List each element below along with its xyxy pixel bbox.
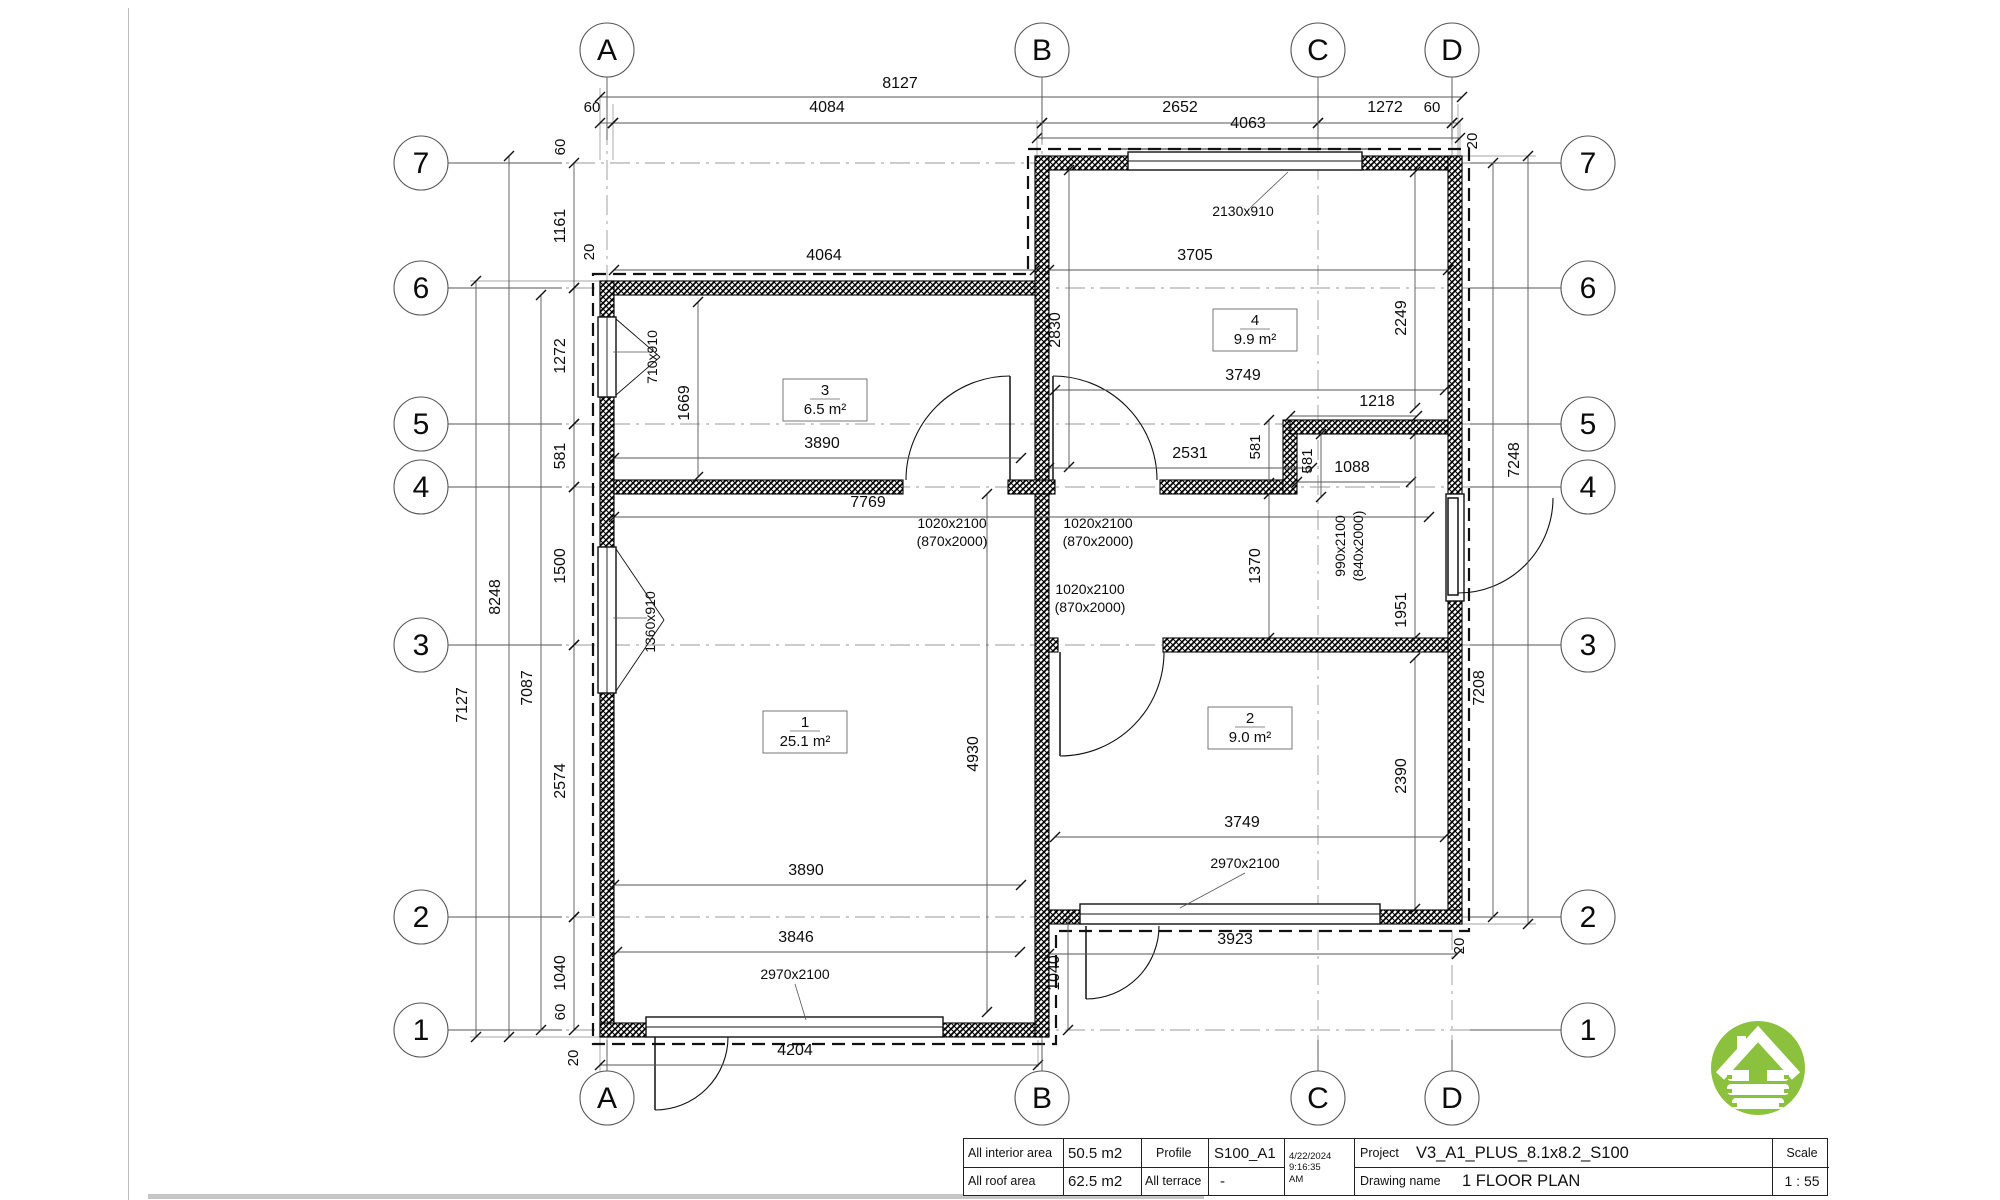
dim-7208: 7208 <box>1471 670 1488 706</box>
door-interior-room2 <box>1060 652 1164 756</box>
grid-bubble-2 <box>1470 890 1615 944</box>
grid-bubble-4 <box>394 460 562 514</box>
title-block <box>963 1138 1828 1196</box>
dim-1360x910: 1360x910 <box>642 591 658 653</box>
dim-3923: 3923 <box>1217 931 1253 948</box>
dim-3890: 3890 <box>788 862 824 879</box>
grid-bubble-label: 3 <box>412 629 430 662</box>
dim-1370: 1370 <box>1247 548 1264 584</box>
door-interior-room3 <box>906 376 1010 480</box>
room-label-4 <box>1213 309 1297 351</box>
dim-1669: 1669 <box>676 385 693 421</box>
grid-bubble-C <box>1291 1040 1345 1125</box>
dim-4064: 4064 <box>806 247 842 264</box>
grid-bubble-label: D <box>1441 1082 1463 1115</box>
grid-bubble-B <box>1015 1040 1069 1125</box>
room-area: 9.0 m² <box>1228 729 1272 746</box>
grid-bubble-7 <box>394 136 562 190</box>
grid-bubble-3 <box>394 618 562 672</box>
dim-20: 20 <box>1451 937 1468 955</box>
room-number: 4 <box>1250 312 1260 329</box>
tb-divider <box>1284 1139 1285 1195</box>
grid-bubble-label: C <box>1307 34 1329 67</box>
dim-2970x2100: 2970x2100 <box>1210 855 1280 871</box>
dim-581: 581 <box>552 442 569 470</box>
dim-20: 20 <box>581 243 598 261</box>
dim-20: 20 <box>1464 132 1481 150</box>
profile-label: Profile <box>1156 1146 1192 1160</box>
window-2130x910 <box>1118 149 1372 170</box>
grid-bubble-label: 7 <box>412 147 430 180</box>
dim-8127: 8127 <box>882 75 918 92</box>
dim-1218: 1218 <box>1359 393 1395 410</box>
dim-3749: 3749 <box>1224 814 1260 831</box>
dim-581: 581 <box>1247 434 1264 460</box>
grid-bubble-label: 7 <box>1579 147 1597 180</box>
grid-bubble-label: 1 <box>412 1014 430 1047</box>
room-label-3 <box>783 379 867 421</box>
grid-bubble-2 <box>394 890 562 944</box>
grid-bubble-label: 2 <box>1579 901 1597 934</box>
dim-1088: 1088 <box>1334 459 1370 476</box>
grid-bubble-label: 2 <box>412 901 430 934</box>
dim-7087: 7087 <box>519 670 536 706</box>
grid-bubble-label: 4 <box>412 471 430 504</box>
dim-1272: 1272 <box>1367 99 1403 116</box>
dim-4063: 4063 <box>1230 115 1266 132</box>
grid-bubble-6 <box>394 261 562 315</box>
roof-area-label: All roof area <box>968 1174 1036 1188</box>
ampm-line: AM <box>1289 1173 1304 1185</box>
dim-4204: 4204 <box>777 1042 813 1059</box>
dim-1020x2100: 1020x2100 <box>917 515 987 531</box>
dim-2249: 2249 <box>1393 300 1410 336</box>
dim-1040: 1040 <box>1046 955 1063 991</box>
grid-bubble-1 <box>394 1003 562 1057</box>
grid-bubble-label: B <box>1031 34 1053 67</box>
dim-1020x2100: 1020x2100 <box>1063 515 1133 531</box>
scale-value: 1 : 55 <box>1784 1173 1820 1189</box>
room-label-1 <box>763 711 847 753</box>
room-label-2 <box>1208 707 1292 749</box>
terrace-label: All terrace <box>1145 1174 1202 1188</box>
drawing-name-label: Drawing name <box>1360 1174 1441 1188</box>
dim-2970x2100: 2970x2100 <box>760 966 830 982</box>
dim-1272: 1272 <box>552 338 569 374</box>
window-door-2970x2100-left <box>646 1017 943 1110</box>
dim-60: 60 <box>552 138 569 156</box>
dim-7127: 7127 <box>454 687 471 723</box>
dim-8248: 8248 <box>487 579 504 615</box>
grid-bubble-A <box>580 23 634 140</box>
profile-value: S100_A1 <box>1214 1144 1276 1162</box>
grid-bubble-label: C <box>1307 1082 1329 1115</box>
grid-bubble-label: 3 <box>1579 629 1597 662</box>
grid-bubble-label: D <box>1441 34 1463 67</box>
date-line: 4/22/2024 <box>1289 1150 1332 1162</box>
dim-3749: 3749 <box>1225 367 1261 384</box>
dim-3705: 3705 <box>1177 247 1213 264</box>
dim-2390: 2390 <box>1393 758 1410 794</box>
grid-bubble-1 <box>1470 1003 1615 1057</box>
dim-1951: 1951 <box>1393 592 1410 628</box>
interior-area-value: 50.5 m2 <box>1068 1144 1123 1162</box>
grid-bubble-D <box>1425 1040 1479 1125</box>
company-logo <box>1710 1020 1806 1116</box>
drawing-name-value: 1 FLOOR PLAN <box>1462 1171 1581 1190</box>
project-value: V3_A1_PLUS_8.1x8.2_S100 <box>1416 1143 1629 1162</box>
grid-bubble-label: 4 <box>1579 471 1597 504</box>
dim-(870x2000): (870x2000) <box>1054 599 1126 615</box>
time-line: 9:16:35 <box>1289 1162 1321 1174</box>
roof-area-value: 62.5 m2 <box>1068 1172 1123 1190</box>
terrace-value: - <box>1220 1172 1225 1190</box>
grid-bubble-7 <box>1470 136 1615 190</box>
grid-bubble-label: 6 <box>412 272 430 305</box>
grid-bubble-5 <box>394 397 562 451</box>
grid-bubble-label: 6 <box>1579 272 1597 305</box>
grid-bubble-C <box>1291 23 1345 140</box>
dim-7769: 7769 <box>850 494 886 511</box>
room-area: 6.5 m² <box>803 401 847 418</box>
dim-7248: 7248 <box>1506 442 1523 478</box>
room-number: 3 <box>820 382 830 399</box>
dim-1040: 1040 <box>552 955 569 991</box>
dim-(870x2000): (870x2000) <box>916 533 988 549</box>
scale-label: Scale <box>1786 1146 1818 1160</box>
dim-2531: 2531 <box>1172 445 1208 462</box>
grid-bubble-D <box>1425 23 1479 140</box>
dim-4930: 4930 <box>965 736 982 772</box>
dim-20: 20 <box>565 1049 582 1067</box>
room-number: 2 <box>1245 710 1255 727</box>
grid-bubble-label: 1 <box>1579 1014 1597 1047</box>
grid-bubble-A <box>580 1040 634 1125</box>
dim-990x2100: 990x2100 <box>1332 515 1348 577</box>
grid-bubble-3 <box>1470 618 1615 672</box>
grid-bubble-4 <box>1470 460 1615 514</box>
grid-bubble-label: A <box>596 1082 618 1115</box>
grid-bubble-label: 5 <box>412 408 430 441</box>
room-area: 9.9 m² <box>1233 331 1277 348</box>
dim-(840x2000): (840x2000) <box>1350 510 1366 582</box>
grid-bubble-label: 5 <box>1579 408 1597 441</box>
door-exterior-990x2100 <box>1446 494 1553 601</box>
dim-2652: 2652 <box>1162 99 1198 116</box>
dim-1161: 1161 <box>552 208 569 244</box>
dim-4084: 4084 <box>809 99 845 116</box>
dim-3890: 3890 <box>804 435 840 452</box>
dim-1500: 1500 <box>552 548 569 584</box>
grid-bubble-B <box>1015 23 1069 140</box>
grid-bubble-6 <box>1470 261 1615 315</box>
dim-60: 60 <box>583 99 601 116</box>
room-number: 1 <box>800 714 810 731</box>
grid-bubble-5 <box>1470 397 1615 451</box>
annotations <box>394 23 1615 1125</box>
grid-bubble-label: A <box>596 34 618 67</box>
dim-2130x910: 2130x910 <box>1212 203 1274 219</box>
dim-1020x2100: 1020x2100 <box>1055 581 1125 597</box>
project-label: Project <box>1360 1146 1399 1160</box>
dim-3846: 3846 <box>778 929 814 946</box>
dim-2574: 2574 <box>552 763 569 799</box>
sheet-border-left <box>128 8 129 1200</box>
dim-60: 60 <box>552 1003 569 1021</box>
grid-bubble-label: B <box>1031 1082 1053 1115</box>
dim-60: 60 <box>1423 99 1441 116</box>
dim-581: 581 <box>1299 448 1316 474</box>
dim-(870x2000): (870x2000) <box>1062 533 1134 549</box>
date-stamp <box>1287 1139 1353 1197</box>
interior-area-label: All interior area <box>968 1146 1053 1160</box>
dim-2830: 2830 <box>1047 312 1064 348</box>
window-door-2970x2100-right <box>1080 904 1380 999</box>
room-area: 25.1 m² <box>779 733 831 750</box>
dim-710x910: 710x910 <box>644 330 660 384</box>
